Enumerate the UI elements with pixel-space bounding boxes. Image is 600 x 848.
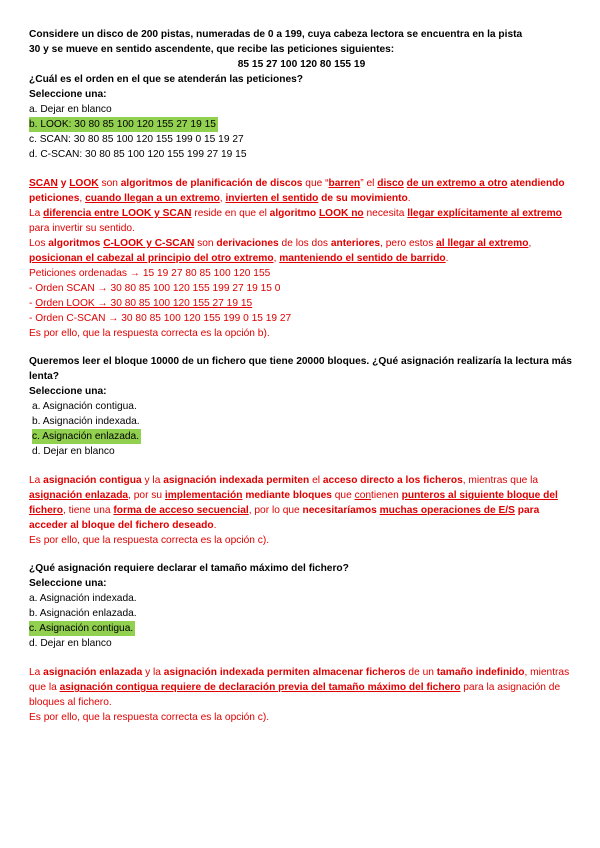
q1-question: ¿Cuál es el orden en el que se atenderán las peticiones? [29,74,304,85]
q1-requests: 85 15 27 100 120 80 155 19 [237,59,366,70]
q3-option-d-text: d. Dejar en blanco [29,638,112,649]
q3-option-a-text: a. Asignación indexada. [29,593,137,604]
q1-option-a[interactable] [29,102,574,117]
q1-option-c-text: c. SCAN: 30 80 85 100 120 155 199 0 15 19 27 [29,134,244,145]
q3-option-c[interactable] [29,621,574,636]
q3-option-a[interactable] [29,591,574,606]
q1-order-look: - Orden LOOK → 30 80 85 100 120 155 27 19 15 [29,298,253,309]
q1-conclusion: Es por ello, que la respuesta correcta es la opción b). [29,328,270,339]
q2-option-c-text: c. Asignación enlazada. [32,431,140,442]
q2-conclusion: Es por ello, que la respuesta correcta es la opción c). [29,535,270,546]
q3-option-b[interactable] [29,606,574,621]
q3-explanation-p1: La asignación enlazada y la asignación indexada permiten almacenar ficheros de un tamaño indefinido, mientras que la asignación contigua requiere de declaración previa del tamaño máximo del fichero para la asignación de bloques al fichero. [29,667,570,708]
q1-option-a-text: a. Dejar en blanco [29,104,112,115]
q3-option-d[interactable] [29,636,574,651]
q2-explanation-p1: La asignación contigua y la asignación indexada permiten el acceso directo a los ficheros, mientras que la asignación enlazada, por su implementación mediante bloques que contienen punteros al siguiente bloque del fichero, tiene una forma de acceso secuencial, por lo que necesitaríamos muchas operaciones de E/S para acceder al bloque del fichero deseado. [29,475,558,531]
q1-ordered-requests: Peticiones ordenadas → 15 19 27 80 85 100 120 155 [29,268,271,279]
q1-explanation-p1: SCAN y LOOK son algoritmos de planificación de discos que “barren” el disco de un extremo a otro atendiendo peticiones, cuando llegan a un extremo, invierten el sentido de su movimiento. [29,178,565,204]
q2-option-b[interactable] [29,414,574,429]
q2-option-a[interactable] [29,399,574,414]
q1-statement-line1: Considere un disco de 200 pistas, numeradas de 0 a 199, cuya cabeza lectora se encuentra en la pista [29,29,523,40]
q1-select-label: Seleccione una: [29,89,107,100]
q2-option-a-text: a. Asignación contigua. [32,401,137,412]
q2-option-d-text: d. Dejar en blanco [32,446,115,457]
q1-option-c[interactable] [29,132,574,147]
q1-option-d[interactable] [29,147,574,162]
q3-question: ¿Qué asignación requiere declarar el tamaño máximo del fichero? [29,563,349,574]
q2-select-label: Seleccione una: [29,386,107,397]
q2-option-d[interactable] [29,444,574,459]
q1-option-b-text: b. LOOK: 30 80 85 100 120 155 27 19 15 [29,119,216,130]
q2-option-b-text: b. Asignación indexada. [32,416,140,427]
q1-option-b[interactable] [29,117,574,132]
q3-select-label: Seleccione una: [29,578,107,589]
q1-statement-line2: 30 y se mueve en sentido ascendente, que recibe las peticiones siguientes: [29,44,395,55]
q3-option-b-text: b. Asignación enlazada. [29,608,137,619]
q1-explanation-p2: La diferencia entre LOOK y SCAN reside en que el algoritmo LOOK no necesita llegar explícitamente al extremo para invertir su sentido. [29,208,562,234]
q3-option-c-text: c. Asignación contigua. [29,623,134,634]
document-page [29,27,574,725]
q1-order-scan: - Orden SCAN → 30 80 85 100 120 155 199 27 19 15 0 [29,283,281,294]
q1-option-d-text: d. C-SCAN: 30 80 85 100 120 155 199 27 19 15 [29,149,247,160]
q1-order-cscan: - Orden C-SCAN → 30 80 85 100 120 155 199 0 15 19 27 [29,313,292,324]
q3-conclusion: Es por ello, que la respuesta correcta es la opción c). [29,712,270,723]
q2-question: Queremos leer el bloque 10000 de un fichero que tiene 20000 bloques. ¿Qué asignación realizaría la lectura más lenta? [29,356,572,382]
q1-explanation-p3: Los algoritmos C-LOOK y C-SCAN son derivaciones de los dos anteriores, pero estos al llegar al extremo, posicionan el cabezal al principio del otro extremo, manteniendo el sentido de barrido. [29,238,532,264]
q2-option-c[interactable] [29,429,574,444]
